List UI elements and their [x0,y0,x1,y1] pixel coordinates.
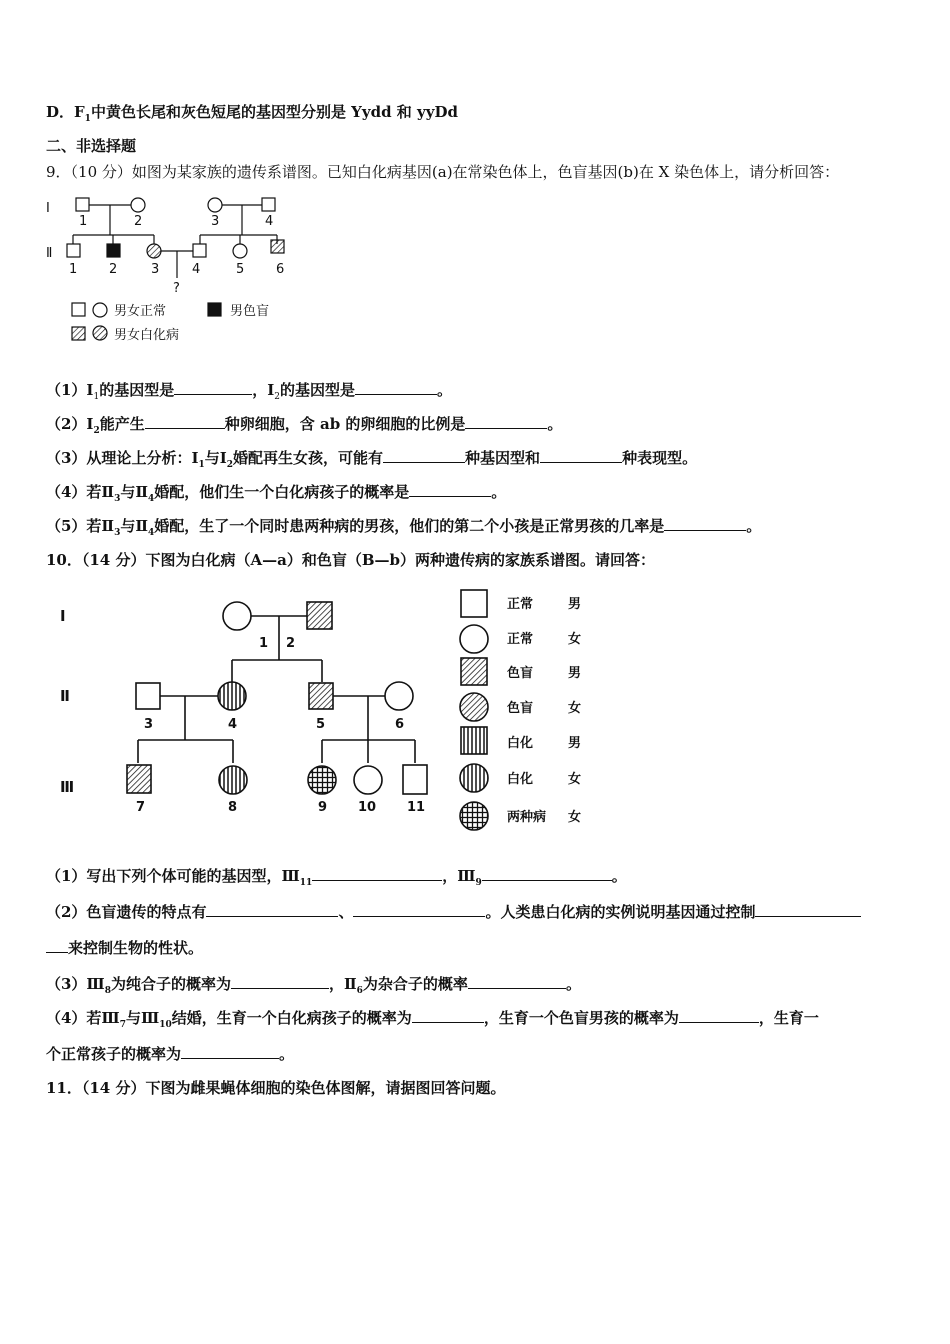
q9-num-I4: 4 [265,214,274,229]
q10-legend-label-4: 色盲 [507,701,534,716]
q9-legend-normal-label: 男女正常 [114,304,167,319]
blank[interactable] [231,974,329,989]
section-heading: 二、非选择题 [46,137,137,155]
q10-III9 [308,766,336,794]
q9-I2 [131,198,145,212]
q10-pedigree [50,585,610,840]
q9-legend-cb-label: 男色盲 [230,304,270,319]
blank[interactable] [412,1008,484,1023]
blank[interactable] [468,974,566,989]
blank[interactable] [465,414,547,429]
q10-legend-label-7: 两种病 [507,810,547,825]
q10-part2: （2）色盲遗传的特点有 、 。人类患白化病的实例说明基因通过控制 [46,902,861,922]
q10-num-8: 8 [228,800,238,815]
q10-num-5: 5 [316,717,326,732]
q9-II2 [107,244,120,257]
q9-gen-II: Ⅱ [46,246,53,261]
blank[interactable] [664,516,746,531]
blank[interactable] [482,866,612,881]
q10-num-1: 1 [259,636,269,651]
q10-legend-shape-1 [461,590,487,617]
blank[interactable] [145,414,225,429]
blank[interactable] [312,866,442,881]
q10-gen-III: Ⅲ [60,778,75,796]
q10-part4: （4）若$Ⅲ_7$与$Ⅲ_{10}$结婚，生育一个白化病孩子的概率为 ，生育一个色盲男孩的概率为 ，生育一 [46,1009,819,1030]
q10-num-9: 9 [318,800,328,815]
q10-II6 [385,682,413,710]
q9-legend-cb-male [208,303,221,316]
blank[interactable] [181,1044,279,1059]
q10-legend-shape-2 [460,625,488,653]
blank[interactable] [383,448,465,463]
q9-II3 [147,244,161,258]
q9-pedigree [40,190,300,350]
q9-stem: 9．（10 分）如图为某家族的遗传系谱图。已知白化病基因(a)在常染色体上，色盲基因(b)在 X 染色体上，请分析回答： [46,163,840,181]
q10-II5 [309,683,333,709]
q9-part1: $(1)Ⅰ_1$的基因型是 ，$Ⅰ_2$的基因型是 。 [46,381,453,402]
q10-legend-sex-4: 女 [568,701,582,716]
q10-legend-label-1: 正常 [507,597,534,612]
q10-legend-shape-5 [461,727,487,754]
q9-II1 [67,244,80,257]
q9-legend-normal-female [93,303,107,317]
q10-III7 [127,765,151,793]
q10-num-6: 6 [395,717,405,732]
q9-num-II1: 1 [69,262,78,277]
q9-II4 [193,244,206,257]
q10-stem: 10．（14 分）下图为白化病（A—a）和色盲（B—b）两种遗传病的家族系谱图。请回答： [46,551,655,569]
q10-gen-I: Ⅰ [60,607,66,625]
q10-num-2: 2 [286,636,296,651]
q9-num-I1: 1 [79,214,88,229]
q9-II5 [233,244,247,258]
q10-legend-sex-3: 男 [568,666,582,681]
blank[interactable] [353,902,485,917]
blank[interactable] [679,1008,759,1023]
q10-num-10: 10 [358,800,377,815]
q10-II3 [136,683,160,709]
q10-part1: （1）写出下列个体可能的基因型，$Ⅲ_{11}$ ，$Ⅲ_9$ 。 [46,867,627,888]
q9-num-II4: 4 [192,262,201,277]
blank[interactable] [409,482,491,497]
option-d: D．$F_1$中黄色长尾和灰色短尾的基因型分别是 Yydd 和 yyDd [46,103,458,124]
blank[interactable] [174,380,252,395]
blank[interactable] [46,938,68,953]
q10-num-11: 11 [407,800,426,815]
q10-part2-cont: 来控制生物的性状。 [46,938,203,958]
q10-legend-label-2: 正常 [507,632,534,647]
q10-II4 [218,682,246,710]
q10-legend-label-6: 白化 [507,772,534,787]
q9-num-I3: 3 [211,214,220,229]
q9-num-I2: 2 [134,214,143,229]
q9-legend-albino-male [72,327,85,340]
q10-legend-shape-3 [461,658,487,685]
q10-I1 [223,602,251,630]
q10-III11 [403,765,427,794]
q10-legend-label-5: 白化 [507,736,534,751]
q9-legend-albino-label: 男女白化病 [114,328,180,343]
blank[interactable] [355,380,437,395]
q10-legend-sex-5: 男 [568,736,582,751]
q9-num-II3: 3 [151,262,160,277]
q10-III8 [219,766,247,794]
q9-I3 [208,198,222,212]
blank[interactable] [755,902,861,917]
q9-part5: （5）若$Ⅱ_3$与$Ⅱ_4$婚配，生了一个同时患两种病的男孩，他们的第二个小孩是正常男孩的几率是 。 [46,517,762,538]
q9-part3: （3）从理论上分析：$Ⅰ_1$与$Ⅰ_2$婚配再生女孩，可能有 种基因型和 种表现型。 [46,449,698,470]
q9-I1 [76,198,89,211]
q9-part4: （4）若$Ⅱ_3$与$Ⅱ_4$婚配，他们生一个白化病孩子的概率是 。 [46,483,507,504]
q10-legend-label-3: 色盲 [507,666,534,681]
blank[interactable] [206,902,338,917]
q9-num-II5: 5 [236,262,245,277]
q10-I2 [307,602,332,629]
q9-question-mark: ? [173,281,180,296]
q9-num-II6: 6 [276,262,285,277]
q10-num-4: 4 [228,717,238,732]
q9-legend-albino-female [93,326,107,340]
q10-legend-sex-1: 男 [568,597,582,612]
q10-gen-II: Ⅱ [60,687,70,705]
q9-I4 [262,198,275,211]
q10-part3: $(3)Ⅲ_8$为纯合子的概率为 ，$Ⅱ_6$为杂合子的概率 。 [46,975,581,996]
q10-legend-sex-7: 女 [568,810,582,825]
q10-legend-sex-2: 女 [568,632,582,647]
q9-II6 [271,240,284,253]
q10-num-3: 3 [144,717,154,732]
q9-num-II2: 2 [109,262,118,277]
blank[interactable] [540,448,622,463]
q9-legend-normal-male [72,303,85,316]
q10-legend-sex-6: 女 [568,772,582,787]
q11-stem: 11．（14 分）下图为雌果蝇体细胞的染色体图解，请据图回答问题。 [46,1079,506,1097]
q10-legend-shape-7 [460,802,488,830]
q10-III10 [354,766,382,794]
q10-legend-shape-6 [460,764,488,792]
q9-gen-I: Ⅰ [46,201,50,216]
q10-legend-shape-4 [460,693,488,721]
q10-num-7: 7 [136,800,146,815]
q10-part4-cont: 个正常孩子的概率为 。 [46,1045,295,1063]
q9-part2: $(2)Ⅰ_2$能产生 种卵细胞，含 ab 的卵细胞的比例是 。 [46,415,563,436]
